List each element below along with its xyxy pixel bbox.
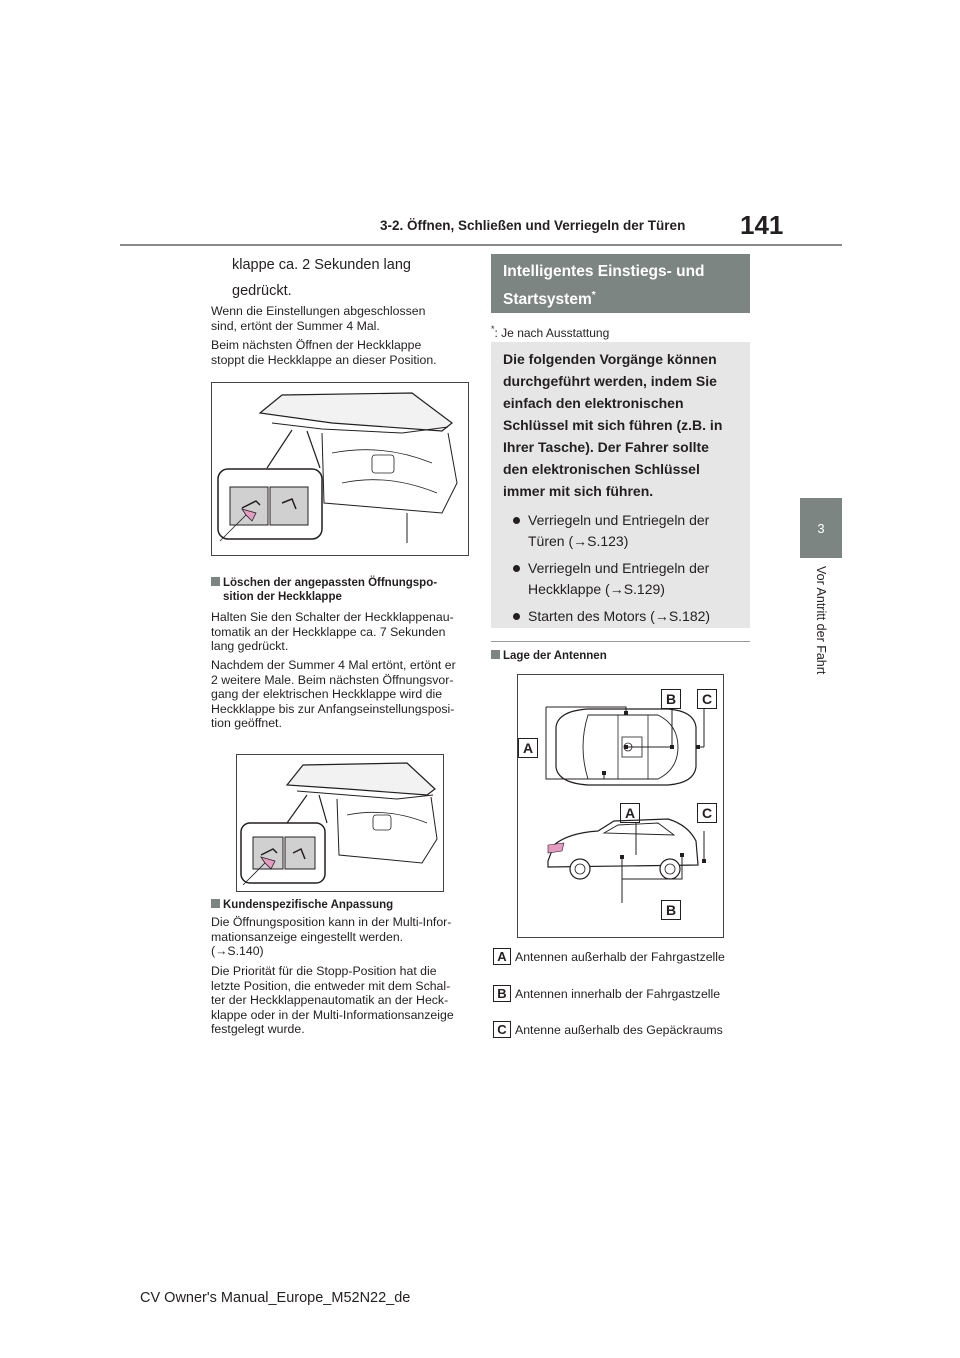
text-line: festgelegt wurde. (211, 1022, 305, 1036)
info-box (491, 342, 750, 628)
bullet-item: Starten des Motors (→S.182) (503, 606, 738, 627)
intro-line: gedrückt. (232, 283, 292, 299)
section-heading-smart-entry (491, 254, 750, 313)
text-line: mationsanzeige eingestellt werden. (211, 929, 404, 944)
chapter-title: Vor Antritt der Fahrt (814, 566, 828, 675)
text-line: lang gedrückt. (211, 639, 289, 653)
square-bullet-icon (211, 899, 220, 908)
text-line: gang der elektrischen Heckklappe wird die (211, 687, 443, 701)
tailgate-illustration (212, 383, 468, 555)
text-line: Die Öffnungsposition kann in der Multi-Infor- (211, 915, 452, 929)
text-line: Nachdem der Summer 4 Mal ertönt, ertönt er (211, 658, 456, 672)
text-line: klappe oder in der Multi-Informationsanzeige (211, 1007, 454, 1022)
legend-item-b (493, 985, 720, 1002)
bullet-dot-icon (513, 565, 520, 572)
paragraph-next-open (211, 338, 437, 367)
text-line: ter der Heckklappenautomatik an der Heck- (211, 993, 449, 1007)
tailgate-switch-figure-2 (236, 754, 444, 892)
heading-antenna-location: Lage der Antennen (491, 649, 607, 663)
footnote: *: Je nach Ausstattung (491, 324, 610, 340)
figure-label-b-side: B (661, 900, 681, 920)
tailgate-illustration (237, 755, 443, 891)
tailgate-switch-figure-1 (211, 382, 469, 556)
page-number: 141 (740, 210, 784, 240)
heading-line: sition der Heckklappe (223, 591, 342, 603)
legend-letter: B (493, 985, 511, 1002)
heading-customization: Kundenspezifische Anpassung (211, 898, 393, 912)
legend-text: Antennen innerhalb der Fahrgastzelle (515, 986, 721, 1001)
heading-line: Startsystem* (503, 290, 596, 309)
text-line: 2 weitere Male. Beim nächsten Öffnungsvor- (211, 672, 454, 687)
paragraph-after-buzzer (211, 658, 456, 731)
text-line: (→S.140) (211, 944, 264, 958)
legend-letter: A (493, 948, 511, 965)
text-line: Halten Sie den Schalter der Heckklappenau- (211, 610, 454, 624)
chapter-tab (800, 498, 842, 558)
text-line: Wenn die Einstellungen abgeschlossen (211, 304, 426, 318)
figure-label-c-top: C (697, 689, 717, 709)
square-bullet-icon (491, 650, 500, 659)
header-divider (120, 244, 842, 246)
paragraph-settings-done (211, 304, 425, 333)
text-line: stoppt die Heckklappe an dieser Position. (211, 352, 437, 367)
intro-text (232, 252, 411, 304)
text-line: letzte Position, die entweder mit dem Schal- (211, 978, 451, 993)
figure-label-a-top: A (518, 738, 538, 758)
figure-label-b-top: B (661, 689, 681, 709)
intro-line: klappe ca. 2 Sekunden lang (232, 257, 411, 273)
heading-line: Löschen der angepassten Öffnungspo- (211, 576, 437, 590)
bullet-item: Verriegeln und Entriegeln der Türen (→S.123) (503, 510, 738, 552)
legend-text: Antenne außerhalb des Gepäckraums (515, 1022, 723, 1037)
paragraph-priority (211, 964, 454, 1037)
legend-text: Antennen außerhalb der Fahrgastzelle (515, 949, 725, 964)
heading-reset-position (211, 576, 437, 604)
bullet-dot-icon (513, 517, 520, 524)
text-line: sind, ertönt der Summer 4 Mal. (211, 318, 380, 333)
divider (491, 641, 750, 642)
text-line: tomatik an der Heckklappe ca. 7 Sekunden (211, 624, 446, 639)
chapter-number: 3 (817, 520, 825, 536)
footer-manual-id: CV Owner's Manual_Europe_M52N22_de (140, 1290, 411, 1306)
figure-label-c-side: C (697, 803, 717, 823)
legend-item-a (493, 948, 725, 965)
text-line: tion geöffnet. (211, 716, 282, 730)
legend-letter: C (493, 1021, 511, 1038)
info-text: Die folgenden Vorgänge können durchgeführt werden, indem Sie einfach den elektronischen Schlüssel mit sich führen (z.B. in Ihrer Tasche). Der Fahrer sollte den elektronischen Schlüssel immer mit sich führen. (503, 351, 723, 499)
bullet-dot-icon (513, 613, 520, 620)
square-bullet-icon (211, 577, 220, 586)
paragraph-customization (211, 915, 451, 959)
legend-item-c (493, 1021, 723, 1038)
text-line: Beim nächsten Öffnen der Heckklappe (211, 338, 422, 352)
paragraph-hold-switch (211, 610, 454, 654)
text-line: Die Priorität für die Stopp-Position hat die (211, 964, 437, 978)
figure-label-a-side: A (620, 803, 640, 823)
bullet-item: Verriegeln und Entriegeln der Heckklappe (→S.129) (503, 558, 738, 600)
heading-line: Intelligentes Einstiegs- und (503, 263, 705, 280)
header-section-title: 3-2. Öffnen, Schließen und Verriegeln der Türen (380, 218, 686, 233)
text-line: Heckklappe bis zur Anfangseinstellungsposi- (211, 701, 455, 716)
